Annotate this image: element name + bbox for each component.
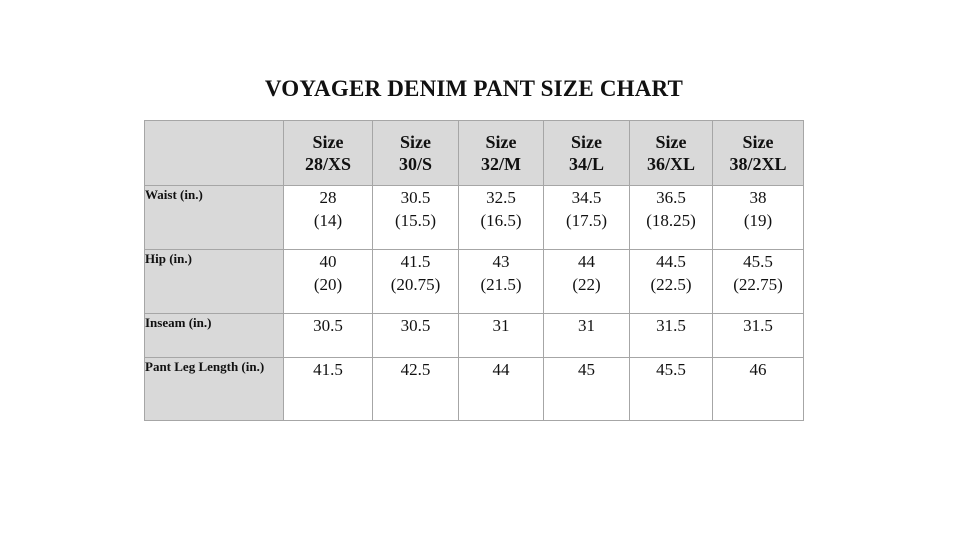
- cell-value: 45: [578, 360, 595, 379]
- table-cell: [544, 250, 630, 314]
- table-cell: [630, 250, 713, 314]
- row-label: Pant Leg Length (in.): [145, 358, 284, 421]
- table-cell: [284, 358, 373, 421]
- cell-value: 44: [578, 252, 595, 271]
- table-cell: [544, 314, 630, 358]
- table-cell: [459, 250, 544, 314]
- cell-subvalue: (22): [572, 275, 601, 294]
- size-chart-table: [144, 120, 804, 421]
- table-cell: [373, 358, 459, 421]
- cell-value: 31.5: [656, 316, 686, 335]
- table-cell: [373, 250, 459, 314]
- column-header: [373, 121, 459, 186]
- table-cell: [459, 314, 544, 358]
- column-header: [284, 121, 373, 186]
- page-title: VOYAGER DENIM PANT SIZE CHART: [264, 76, 684, 101]
- cell-value: 31.5: [743, 316, 773, 335]
- table-cell: [544, 358, 630, 421]
- table-cell: [284, 250, 373, 314]
- column-header-line1: Size: [400, 132, 431, 152]
- column-header: [713, 121, 804, 186]
- column-header-line2: 28/XS: [304, 154, 351, 174]
- column-header-line1: Size: [655, 132, 687, 152]
- table-row: [145, 250, 804, 314]
- column-header-line2: 32/M: [481, 154, 521, 174]
- table-cell: [459, 358, 544, 421]
- cell-value: 43: [492, 252, 510, 271]
- cell-value: 45.5: [656, 360, 686, 379]
- cell-value: 46: [749, 360, 767, 379]
- cell-value: 32.5: [486, 188, 516, 207]
- cell-value: 40: [319, 252, 337, 271]
- table-row: [145, 314, 804, 358]
- cell-subvalue: (14): [313, 211, 343, 230]
- cell-value: 34.5: [571, 188, 602, 207]
- row-label: Hip (in.): [145, 250, 284, 314]
- cell-value: 42.5: [400, 360, 431, 379]
- table-cell: [713, 358, 804, 421]
- cell-subvalue: (20.75): [390, 275, 441, 294]
- cell-subvalue: (22.5): [650, 275, 692, 294]
- cell-value: 31: [578, 316, 595, 335]
- table-cell: [713, 186, 804, 250]
- cell-value: 41.5: [400, 252, 431, 271]
- row-label: Inseam (in.): [145, 314, 284, 358]
- column-header: [459, 121, 544, 186]
- column-header: [544, 121, 630, 186]
- cell-value: 28: [319, 188, 337, 207]
- cell-value: 38: [749, 188, 767, 207]
- cell-subvalue: (18.25): [646, 211, 696, 230]
- table-cell: [284, 186, 373, 250]
- cell-value: 31: [492, 316, 510, 335]
- table-row: [145, 186, 804, 250]
- cell-value: 30.5: [313, 316, 343, 335]
- table-cell: [284, 314, 373, 358]
- header-row: [145, 121, 804, 186]
- cell-subvalue: (20): [313, 275, 343, 294]
- cell-value: 30.5: [400, 188, 431, 207]
- cell-subvalue: (22.75): [733, 275, 783, 294]
- cell-subvalue: (17.5): [565, 211, 608, 230]
- corner-cell: [145, 121, 284, 186]
- table-cell: [373, 186, 459, 250]
- table-cell: [713, 250, 804, 314]
- cell-subvalue: (15.5): [394, 211, 437, 230]
- cell-value: 45.5: [743, 252, 773, 271]
- column-header-line2: 34/L: [568, 154, 604, 174]
- cell-value: 44: [492, 360, 510, 379]
- column-header-line1: Size: [312, 132, 344, 152]
- table-cell: [630, 186, 713, 250]
- cell-subvalue: (16.5): [480, 211, 522, 230]
- cell-value: 44.5: [656, 252, 686, 271]
- column-header-line2: 38/2XL: [729, 154, 787, 174]
- cell-value: 36.5: [656, 188, 686, 207]
- table-cell: [630, 314, 713, 358]
- table-cell: [713, 314, 804, 358]
- table-cell: [459, 186, 544, 250]
- column-header-line1: Size: [742, 132, 774, 152]
- table-row: [145, 358, 804, 421]
- table-cell: [630, 358, 713, 421]
- column-header: [630, 121, 713, 186]
- column-header-line2: 30/S: [398, 154, 432, 174]
- cell-value: 30.5: [400, 316, 431, 335]
- column-header-line1: Size: [485, 132, 517, 152]
- cell-value: 41.5: [313, 360, 343, 379]
- cell-subvalue: (19): [743, 211, 773, 230]
- row-label: Waist (in.): [145, 186, 284, 250]
- column-header-line2: 36/XL: [646, 154, 695, 174]
- column-header-line1: Size: [571, 132, 602, 152]
- table-cell: [544, 186, 630, 250]
- cell-subvalue: (21.5): [480, 275, 522, 294]
- table-cell: [373, 314, 459, 358]
